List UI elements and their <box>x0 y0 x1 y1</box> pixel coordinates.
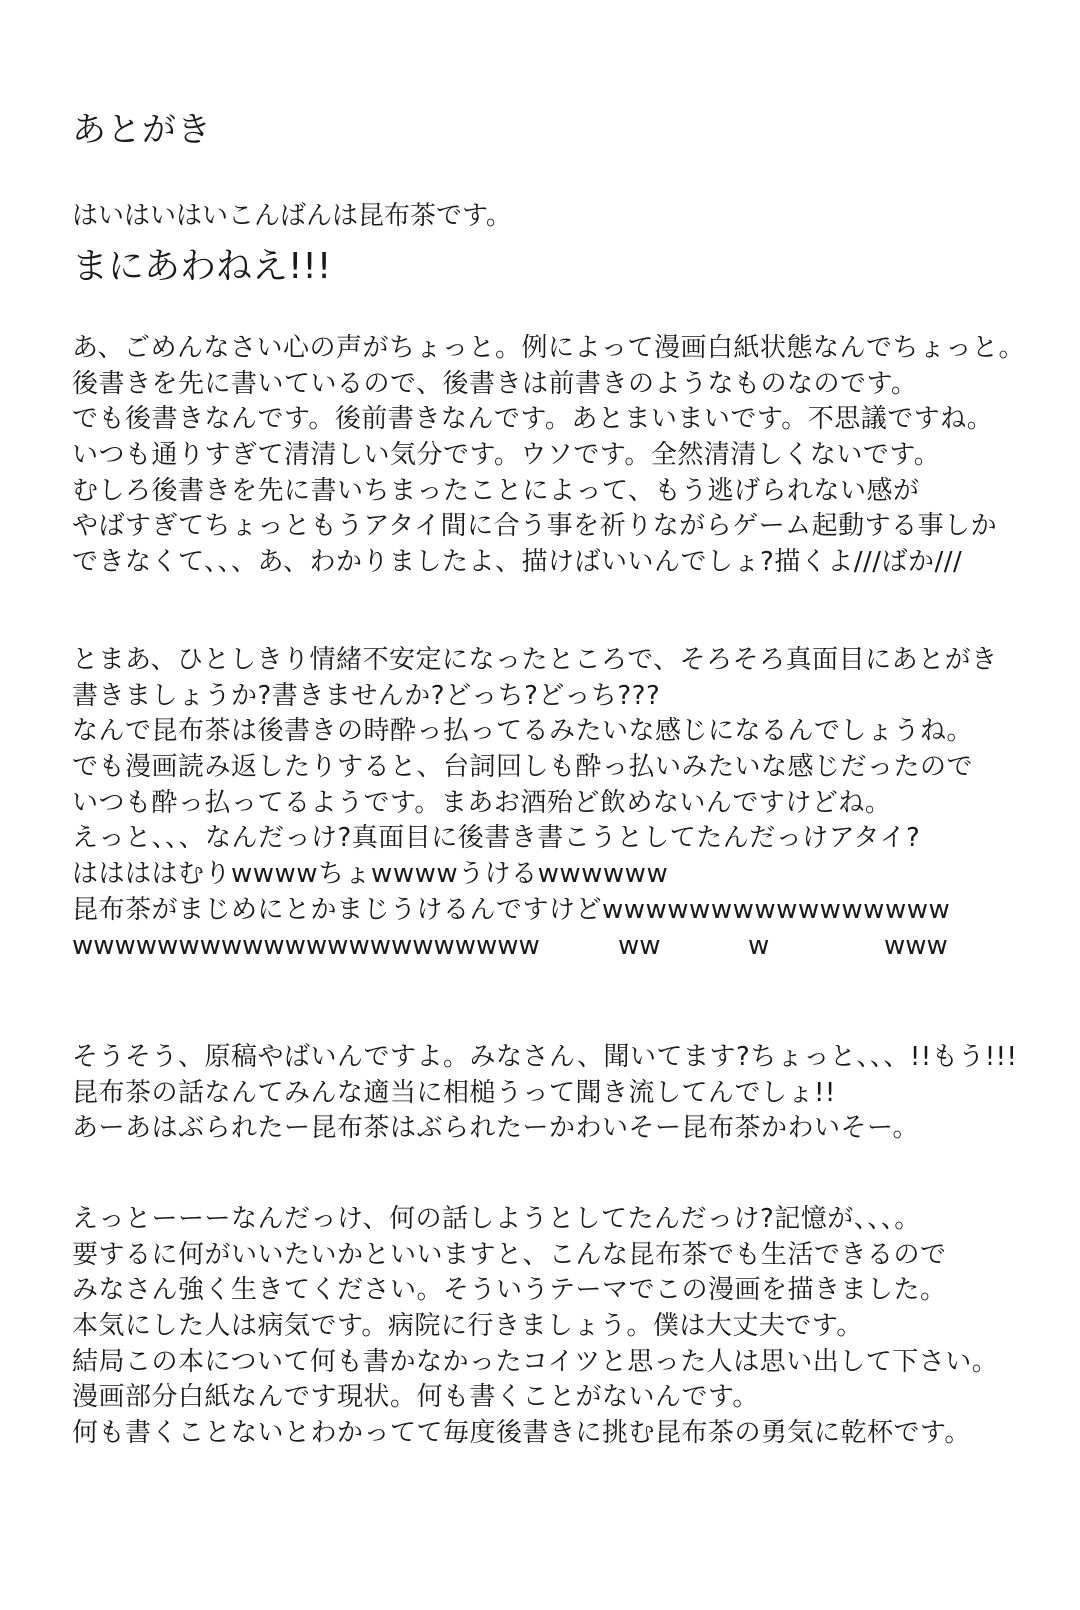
paragraph-3 <box>72 1040 1032 1147</box>
w-segment: wwwwwwwwwwwwwwwwwwwwww <box>72 930 540 961</box>
w-segment: ww <box>618 930 661 961</box>
text-line: 書きましょうか?書きませんか?どっち?どっち??? <box>72 680 661 711</box>
text-line: 何も書くことないとわかってて毎度後書きに挑む昆布茶の勇気に乾杯です。 <box>72 1418 971 1449</box>
text-line: できなくて、、、あ、わかりましたよ、描けばいいんでしょ?描くよ///ばか/// <box>72 547 963 578</box>
text-line: えっとーーーなんだっけ、何の話しようとしてたんだっけ?記憶が、、、。 <box>72 1204 921 1234</box>
text-line: 昆布茶の話なんてみんな適当に相槌うって聞き流してんでしょ!! <box>72 1077 836 1108</box>
text-line: ははははむりwwwwちょwwwwうけるwwwwww <box>72 859 669 890</box>
text-line: なんで昆布茶は後書きの時酔っ払ってるみたいな感じになるんでしょうね。 <box>72 716 974 747</box>
text-line: 要するに何がいいたいかといいますと、こんな昆布茶でも生活できるので <box>72 1239 947 1270</box>
w-segment: w <box>748 930 770 961</box>
text-line: 結局この本について何も書かなかったコイツと思った人は思い出して下さい。 <box>72 1346 999 1377</box>
text-line: そうそう、原稿やばいんですよ。みなさん、聞いてます?ちょっと、、、!!もう!!! <box>72 1042 1018 1072</box>
text-line: むしろ後書きを先に書いちまったことによって、もう逃げられない感が <box>72 475 920 506</box>
paragraph-1 <box>72 331 1032 581</box>
text-line: えっと、、、なんだっけ?真面目に後書き書こうとしてたんだっけアタイ? <box>72 823 921 854</box>
shout-line: まにあわねえ!!! <box>72 246 332 287</box>
w-segment: www <box>884 930 948 961</box>
text-line: 本気にした人は病気です。病院に行きましょう。僕は大丈夫です。 <box>72 1311 863 1342</box>
text-line: やばすぎてちょっともうアタイ間に合う事を祈りながらゲーム起動する事しか <box>72 511 998 542</box>
greeting-line: はいはいはいこんばんは昆布茶です。 <box>72 201 512 231</box>
afterword-page <box>72 0 1032 1610</box>
text-line: でも漫画読み返したりすると、台詞回しも酔っ払いみたいな感じだったので <box>72 752 974 783</box>
scattered-w-line <box>72 929 1032 965</box>
text-line: でも後書きなんです。後前書きなんです。あとまいまいです。不思議ですね。 <box>72 404 994 435</box>
paragraph-2 <box>72 643 1032 964</box>
text-line: いつも通りすぎて清清しい気分です。ウソです。全然清清しくないです。 <box>72 440 941 471</box>
page-title: あとがき <box>72 110 212 150</box>
text-line: あ、ごめんなさい心の声がちょっと。例によって漫画白紙状態なんでちょっと。 <box>72 333 1025 363</box>
paragraph-4 <box>72 1202 1032 1452</box>
text-line: 昆布茶がまじめにとかまじうけるんですけどwwwwwwwwwwwwwwww <box>72 894 951 925</box>
text-line: とまあ、ひとしきり情緒不安定になったところで、そろそろ真面目にあとがき <box>72 645 998 675</box>
text-line: あーあはぶられたー昆布茶はぶられたーかわいそー昆布茶かわいそー。 <box>72 1113 919 1144</box>
text-line: 漫画部分白紙なんです現状。何も書くことがないんです。 <box>72 1382 759 1413</box>
text-line: みなさん強く生きてください。そういうテーマでこの漫画を描きました。 <box>72 1275 947 1306</box>
text-line: 後書きを先に書いているので、後書きは前書きのようなものなのです。 <box>72 368 918 399</box>
text-line: いつも酔っ払ってるようです。まあお酒殆ど飲めないんですけどね。 <box>72 787 892 818</box>
